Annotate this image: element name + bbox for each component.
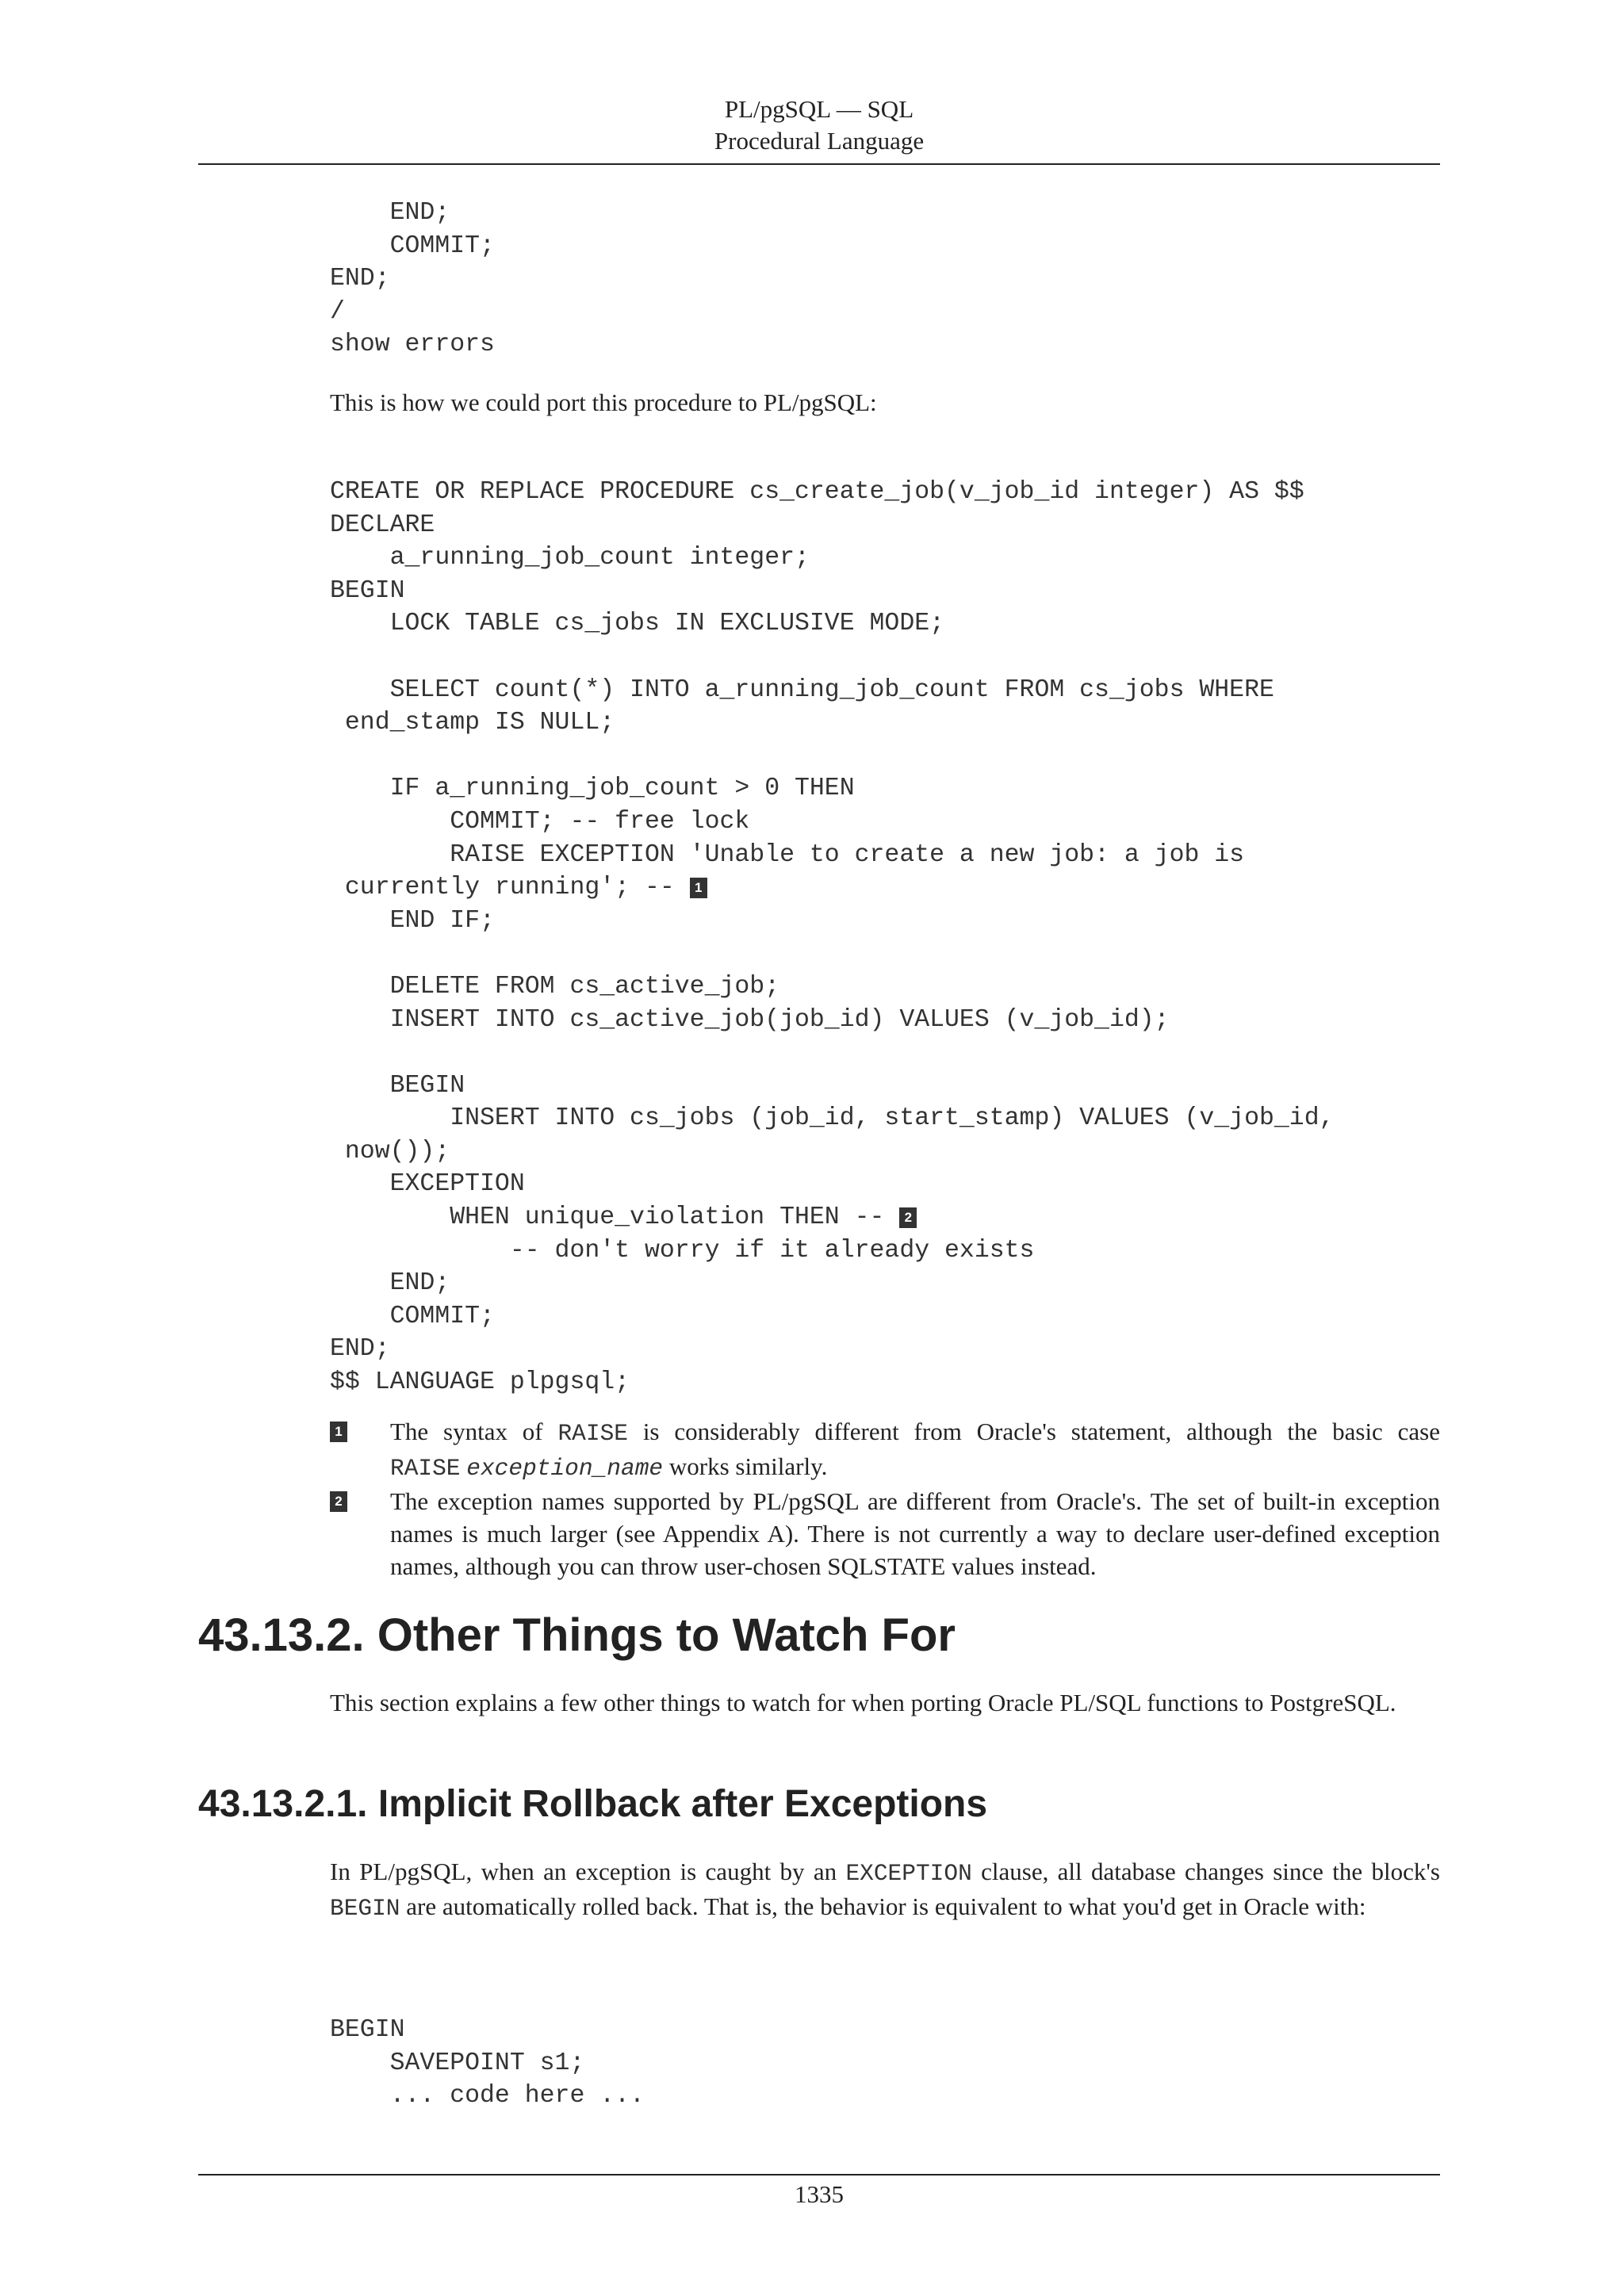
callout-badge-2: 2 (330, 1491, 347, 1512)
section-heading: 43.13.2. Other Things to Watch For (198, 1609, 956, 1661)
page-header (198, 94, 1440, 157)
subsection-text-b: clause, all database changes since the block's (971, 1858, 1440, 1885)
callout-item-2 (330, 1485, 1440, 1582)
callout-marker-1: 1 (690, 878, 707, 898)
header-title-line2: Procedural Language (714, 127, 925, 155)
callout-1-code-b-italic: exception_name (466, 1455, 664, 1482)
intro-paragraph: This is how we could port this procedure to PL/pgSQL: (330, 388, 877, 416)
page-number: 1335 (795, 2180, 844, 2208)
header-title-line1: PL/pgSQL — SQL (724, 95, 914, 123)
subsection-heading: 43.13.2.1. Implicit Rollback after Exceptions (198, 1783, 988, 1825)
subsection-code-a: EXCEPTION (845, 1860, 972, 1887)
code-part-2: END IF; DELETE FROM cs_active_job; INSERT INTO cs_active_job(job_id) VALUES (v_job_id); BEGIN INSERT INTO cs_jobs (job_id, start_stamp) VALUES (v_job_id, now()); EXCEPTION WHEN unique_violation THEN -- (344, 906, 1335, 1232)
code-part-1: CREATE OR REPLACE PROCEDURE cs_create_job(v_job_id integer) AS $$ DECLARE a_running_job_count integer; BEGIN LOCK TABLE cs_jobs IN EXCLUSIVE MODE; SELECT count(*) INTO a_running_job_count FROM cs_jobs WHERE end_stamp IS NULL; IF a_running_job_count > 0 THEN COMMIT; -- free lock RAISE EXCEPTION 'Unable to create a new job: a job is currently running'; -- (330, 478, 1304, 902)
header-rule (198, 163, 1440, 165)
callout-2-text: The exception names supported by PL/pgSQL are different from Oracle's. The set of built-in exception names is much larger (see Appendix A). There is not currently a way to declare user-defined exception names, although you can throw user-chosen SQLSTATE values instead. (390, 1487, 1440, 1580)
callout-1-text-b: is considerably different from Oracle's statement, although the basic case (627, 1418, 1440, 1445)
code-block-oracle-end: END; COMMIT; END; / show errors (330, 199, 495, 359)
callout-marker-2: 2 (899, 1207, 917, 1228)
callout-1-code-a: RAISE (557, 1420, 628, 1447)
section-paragraph: This section explains a few other things to watch for when porting Oracle PL/SQL functions to PostgreSQL. (330, 1689, 1396, 1716)
callout-1-code-b: RAISE (390, 1455, 461, 1482)
callout-1-text-c: works similarly. (663, 1452, 828, 1480)
code-part-3: -- don't worry if it already exists END; COMMIT; END; $$ LANGUAGE plpgsql; (330, 1236, 1035, 1397)
callout-list (330, 1415, 1440, 1582)
subsection-text-c: are automatically rolled back. That is, the behavior is equivalent to what you'd get in Oracle with: (400, 1892, 1366, 1920)
code-block-plpgsql-procedure (330, 476, 1335, 1399)
subsection-code-b: BEGIN (330, 1895, 400, 1922)
callout-badge-1: 1 (330, 1422, 347, 1442)
footer-rule (198, 2174, 1440, 2175)
callout-item-1 (330, 1415, 1440, 1485)
subsection-text-a: In PL/pgSQL, when an exception is caught by an (330, 1858, 846, 1885)
code-block-savepoint: BEGIN SAVEPOINT s1; ... code here ... (330, 2016, 645, 2110)
subsection-paragraph (330, 1855, 1440, 1925)
callout-1-text-a: The syntax of (390, 1418, 558, 1445)
